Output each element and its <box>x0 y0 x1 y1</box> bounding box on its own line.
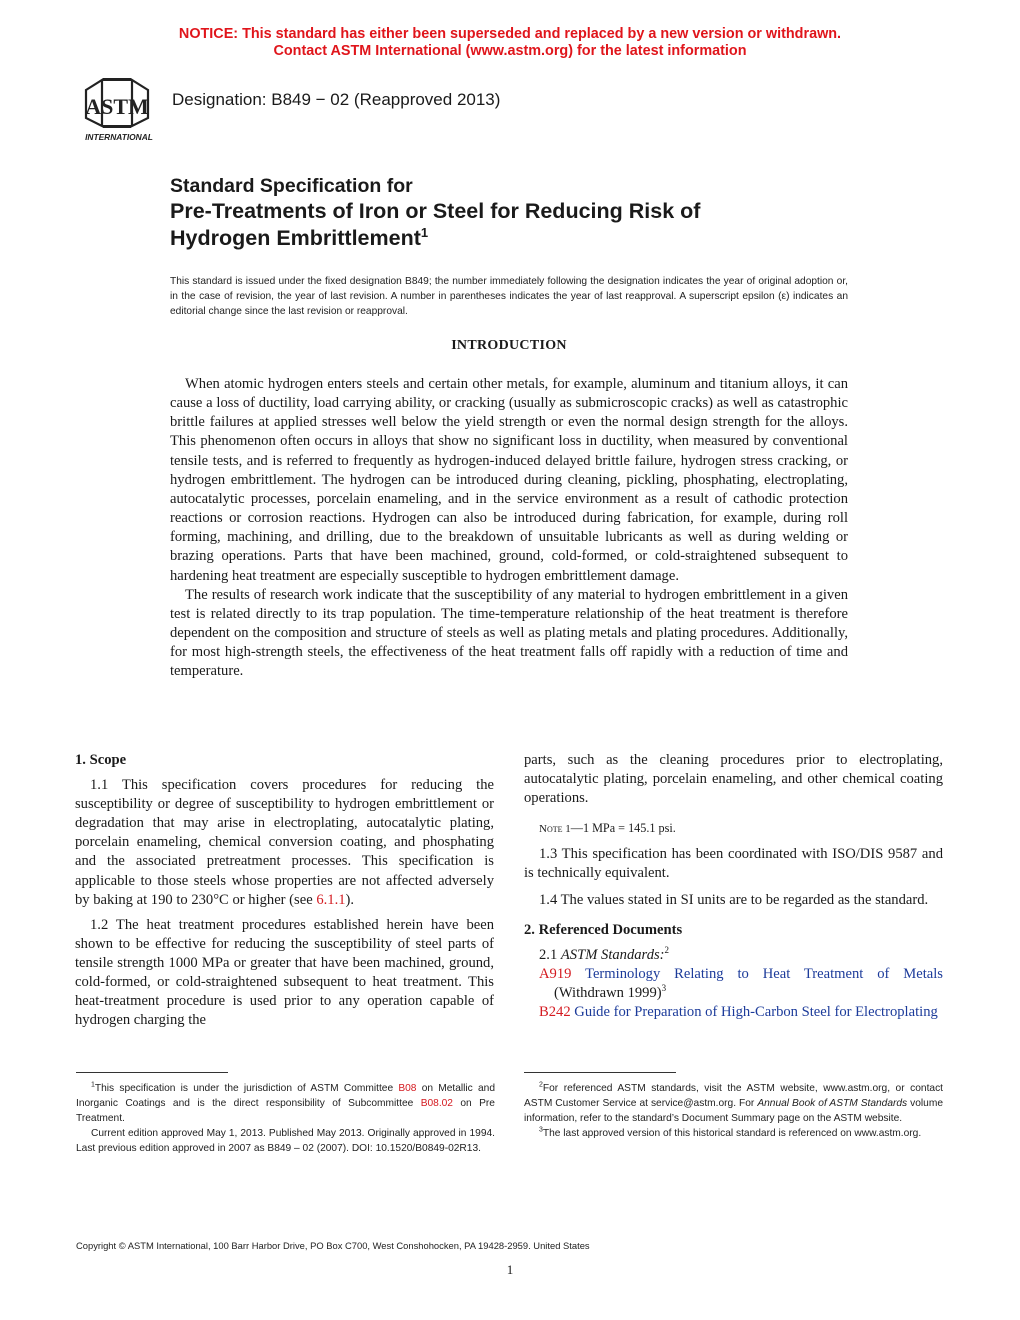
notice-line-2: Contact ASTM International (www.astm.org) for the latest information <box>273 43 747 59</box>
section-link-6-1-1[interactable]: 6.1.1 <box>316 891 346 908</box>
scope-para-1-4: 1.4 The values stated in SI units are to be regarded as the standard. <box>539 891 929 908</box>
footnote-1-text-b: on Metallic and Inorganic Coatings and is the direct responsibility of Subcommittee <box>76 1083 495 1109</box>
astm-logo-top-bar <box>103 78 131 81</box>
reference-code-b242[interactable]: B242 <box>539 1004 571 1021</box>
footnote-rule-left <box>76 1072 228 1073</box>
astm-standards-label <box>524 946 943 965</box>
reference-item-a919[interactable] <box>524 965 943 1003</box>
title-line-3-text: Hydrogen Embrittlement <box>170 226 421 250</box>
footnote-3-mark: 3 <box>539 1126 543 1134</box>
footnotes-right <box>524 1081 943 1141</box>
footnote-2 <box>524 1081 943 1126</box>
scope-heading: 1. Scope <box>75 752 127 768</box>
scope-para-1-3: 1.3 This specification has been coordinated with ISO/DIS 9587 and is technically equivalent. <box>524 846 943 882</box>
copyright-notice: Copyright © ASTM International, 100 Barr Harbor Drive, PO Box C700, West Conshohocken, PA 19428-2959. United States <box>76 1240 590 1251</box>
footnote-1-edition: Current edition approved May 1, 2013. Published May 2013. Originally approved in 1994. Last previous edition approved in 2007 as B849 – 02 (2007). DOI: 10.1520/B0849-02R13. <box>76 1128 495 1154</box>
introduction-body <box>170 375 848 682</box>
astm-standards-text: ASTM Standards: <box>560 946 665 963</box>
intro-paragraph-2: The results of research work indicate that the susceptibility of any material to hydrogen embrittlement in a given test is related directly to its trap population. The time-temperature relationship of the heat treatment is therefore dependent on the composition and structure of steels as well as plating metals and plating procedures. Additionally, for most high-strength steels, the effectiveness of the heat treatment falls off rapidly with a reduction of time and temperature. <box>170 586 848 680</box>
title-line-3 <box>170 225 890 252</box>
subcommittee-link-b08-02[interactable]: B08.02 <box>420 1098 453 1109</box>
reference-code-a919[interactable]: A919 <box>539 965 572 982</box>
astm-standards-number: 2.1 <box>539 946 561 963</box>
title-line-2: Pre-Treatments of Iron or Steel for Reducing Risk of <box>170 199 701 223</box>
scope-para-1-1 <box>75 776 494 910</box>
issuance-statement: This standard is issued under the fixed designation B849; the number immediately following the designation indicates the year of original adoption or, in the case of revision, the year of last revision. A number in parentheses indicates the year of last reapproval. A superscript epsilon (ε) indicates an editorial change since the last revision or reapproval. <box>170 276 848 317</box>
footnotes-left <box>76 1081 495 1156</box>
footnote-1 <box>76 1081 495 1126</box>
committee-link-b08[interactable]: B08 <box>398 1083 417 1094</box>
footnote-2-mark: 2 <box>539 1081 543 1089</box>
notice-banner <box>0 26 1020 60</box>
right-column <box>524 751 943 1022</box>
scope-para-1-2-continued: parts, such as the cleaning procedures prior to electroplating, autocatalytic plating, porcelain enameling, and other chemical coating operations. <box>524 752 943 807</box>
page-number: 1 <box>506 1262 514 1277</box>
footnote-rule-right <box>524 1072 676 1073</box>
scope-para-1-1-text: 1.1 This specification covers procedures for reducing the susceptibility or degree of susceptibility to hydrogen embrittlement or degradation that may arise in electroplating, autocatalytic plating, porcelain enameling, chemical conversion coating, and phosphating and the associated pretreatment processes. This specification is applicable to those steels whose properties are not affected adversely by baking at 190 to 230°C or higher (see <box>75 777 494 908</box>
reference-mark-a919: 3 <box>661 983 667 994</box>
title-footnote-mark: 1 <box>420 224 429 240</box>
note-1-label: Note 1 <box>539 823 571 836</box>
footnote-1-mark: 1 <box>91 1081 95 1089</box>
notice-line-1: NOTICE: This standard has either been superseded and replaced by a new version or withdrawn. <box>178 26 842 42</box>
astm-logo-icon <box>72 74 162 144</box>
reference-item-b242[interactable] <box>524 1003 943 1022</box>
footnote-3-text: The last approved version of this historical standard is referenced on www.astm.org. <box>542 1128 922 1139</box>
astm-logo-caption: INTERNATIONAL <box>85 132 153 142</box>
footnote-2-text-b: volume information, refer to the standard’s Document Summary page on the ASTM website. <box>524 1098 944 1124</box>
note-1 <box>524 819 943 839</box>
footnote-2-italic: Annual Book of ASTM Standards <box>757 1098 908 1109</box>
footnote-1-text-c: on Pre Treatment. <box>76 1098 495 1124</box>
referenced-documents-heading: 2. Referenced Documents <box>524 921 683 938</box>
astm-logo-bottom-bar <box>103 125 131 128</box>
footnote-1-text-a: This specification is under the jurisdiction of ASTM Committee <box>94 1083 399 1094</box>
designation: Designation: B849 − 02 (Reapproved 2013) <box>172 90 501 109</box>
title-line-1: Standard Specification for <box>170 175 413 197</box>
footnote-3 <box>524 1126 943 1141</box>
intro-paragraph-1: When atomic hydrogen enters steels and certain other metals, for example, aluminum and titanium alloys, it can cause a loss of ductility, load carrying ability, or cracking (usually as submicroscopic cracks) as well as catastrophic brittle failures at applied stresses well below the yield strength or even the normal design strength for the alloys. This phenomenon often occurs in alloys that show no significant loss in ductility, when measured by conventional tensile tests, and is referred to frequently as hydrogen-induced delayed brittle failure, hydrogen stress cracking, or hydrogen embrittlement. The hydrogen can be introduced during cleaning, pickling, phosphating, electroplating, autocatalytic processes, porcelain enameling, and in the service environment as a result of cathodic protection reactions or corrosion reactions. Hydrogen can also be introduced during fabrication, for example, during roll forming, machining, and drilling, due to the breakdown of unsuitable lubricants as well as during welding or brazing operations. Parts that have been machined, ground, cold-formed, or cold-straightened subsequent to hardening heat treatment are especially susceptible to hydrogen embrittlement damage. <box>170 376 848 584</box>
reference-title-b242[interactable]: Guide for Preparation of High-Carbon Steel for Electroplating <box>570 1004 938 1021</box>
footnote-2-text-a: For referenced ASTM standards, visit the ASTM website, www.astm.org, or contact ASTM Customer Service at service@astm.org. For <box>524 1083 943 1109</box>
document-title <box>170 174 890 252</box>
astm-logo-icon <box>72 74 162 144</box>
reference-extra-a919: (Withdrawn 1999) <box>554 984 662 1001</box>
astm-logo-letters: ASTM <box>85 94 149 119</box>
left-column <box>75 751 494 1030</box>
scope-para-1-2: 1.2 The heat treatment procedures established herein have been shown to be effective for reducing the susceptibility of steel parts of tensile strength 1000 MPa or greater that have been machined, ground, cold-formed, or cold-straightened subsequent to heat treatment. This heat-treatment procedure is used prior to any operation capable of hydrogen charging the <box>75 916 494 1029</box>
reference-title-a919[interactable]: Terminology Relating to Heat Treatment of Metals <box>571 965 943 982</box>
scope-para-1-1-end: ). <box>345 891 355 908</box>
note-1-text: —1 MPa = 145.1 psi. <box>570 821 676 836</box>
introduction-heading: INTRODUCTION <box>451 338 567 353</box>
astm-standards-footnote-mark: 2 <box>664 944 670 955</box>
